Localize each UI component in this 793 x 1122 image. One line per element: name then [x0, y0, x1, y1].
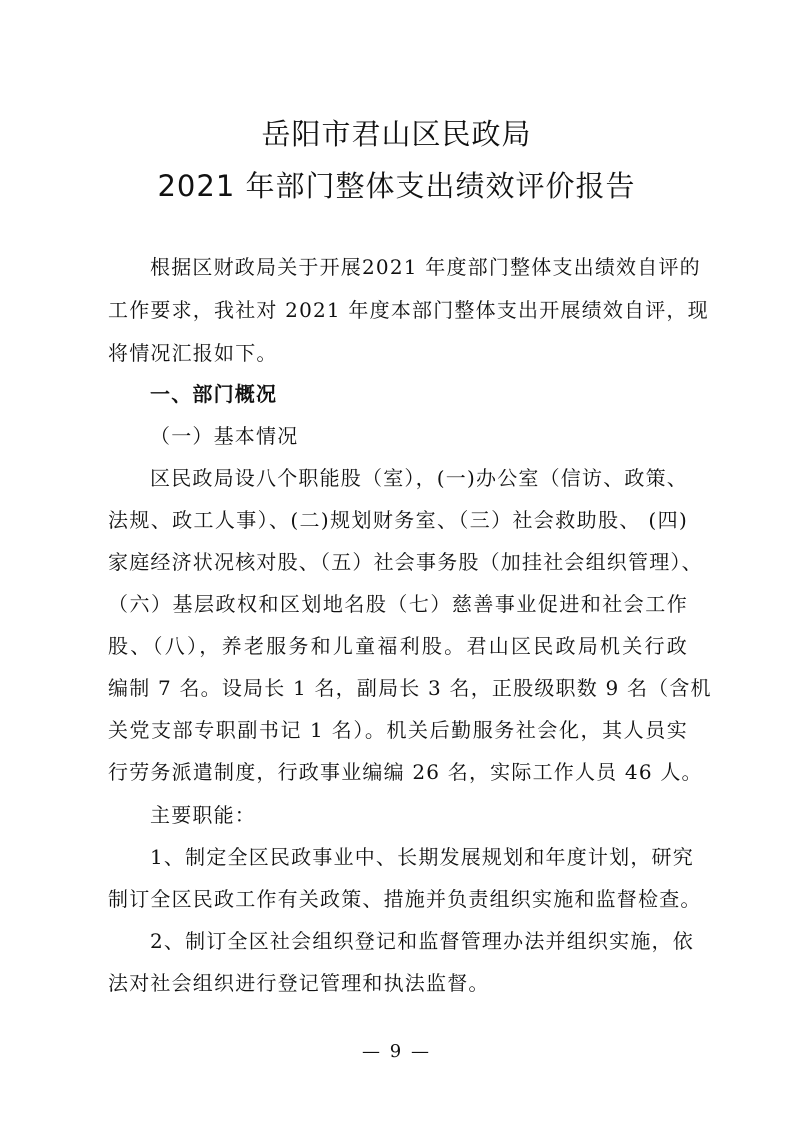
duty-1-line-1: 1、制定全区民政事业中、长期发展规划和年度计划，研究 — [150, 845, 694, 869]
basic-info-line-7: 关党支部专职副书记 1 名）。机关后勤服务社会化，其人员实 — [108, 718, 688, 742]
intro-line-3: 将情况汇报如下。 — [108, 341, 278, 365]
intro-line-1: 根据区财政局关于开展2021 年度部门整体支出绩效自评的 — [150, 255, 701, 279]
basic-info-line-6: 编制 7 名。设局长 1 名，副局长 3 名，正股级职数 9 名（含机 — [108, 676, 712, 700]
duty-2-line-1: 2、制订全区社会组织登记和监督管理办法并组织实施，依 — [150, 929, 694, 953]
section-heading-department-overview: 一、部门概况 — [150, 382, 278, 406]
basic-info-line-2: 法规、政工人事）、(二)规划财务室、（三）社会救助股、 (四) — [108, 508, 688, 532]
basic-info-line-1: 区民政局设八个职能股（室），(一)办公室（信访、政策、 — [150, 466, 689, 490]
basic-info-line-4: （六）基层政权和区划地名股（七）慈善事业促进和社会工作 — [108, 592, 688, 616]
duty-1-line-2: 制订全区民政工作有关政策、措施并负责组织实施和监督检查。 — [108, 887, 702, 911]
page-number: — 9 — — [362, 1041, 431, 1062]
main-duties-label: 主要职能： — [150, 803, 256, 827]
basic-info-line-5: 股、（八），养老服务和儿童福利股。君山区民政局机关行政 — [108, 634, 688, 658]
document-title-line-2: 2021 年部门整体支出绩效评价报告 — [157, 169, 636, 203]
document-title-line-1: 岳阳市君山区民政局 — [261, 117, 532, 151]
basic-info-line-3: 家庭经济状况核对股、（五）社会事务股（加挂社会组织管理）、 — [108, 550, 703, 574]
intro-line-2: 工作要求，我社对 2021 年度本部门整体支出开展绩效自评，现 — [108, 298, 709, 322]
basic-info-line-8: 行劳务派遣制度，行政事业编编 26 名，实际工作人员 46 人。 — [108, 760, 703, 784]
duty-2-line-2: 法对社会组织进行登记管理和执法监督。 — [108, 971, 490, 995]
subsection-heading-basic-info: （一）基本情况 — [150, 424, 299, 448]
